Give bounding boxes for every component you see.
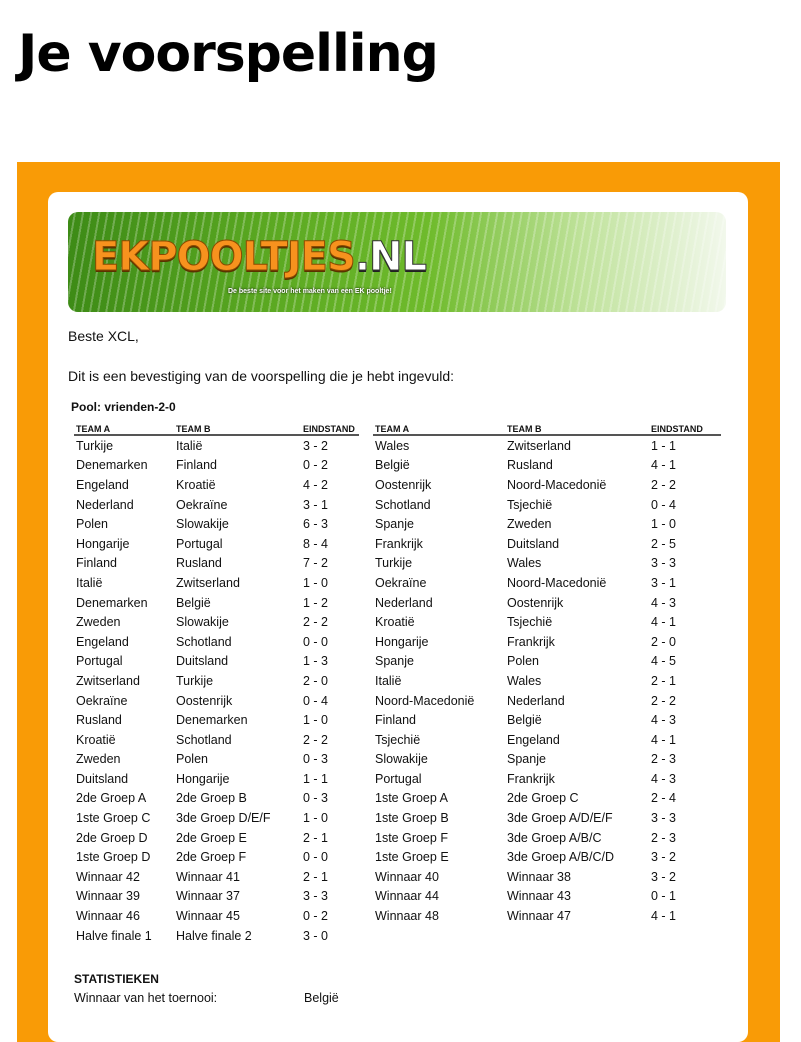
team-a-cell: 2de Groep A: [76, 791, 147, 806]
score-cell: 0 - 3: [303, 752, 329, 767]
team-a-cell: Zwitserland: [76, 673, 140, 688]
score-cell: 3 - 1: [303, 497, 329, 512]
team-b-cell: Frankrijk: [507, 634, 555, 649]
match-row: [373, 514, 721, 534]
team-b-cell: Italië: [176, 438, 203, 453]
match-row: [373, 691, 721, 711]
tournament-winner-label: Winnaar van het toernooi:: [74, 991, 218, 1005]
score-cell: 1 - 0: [651, 517, 677, 532]
match-row: [373, 612, 721, 632]
header-team-b: TEAM B: [505, 418, 649, 435]
match-row: [373, 435, 721, 456]
match-row: [74, 750, 359, 770]
score-cell: 4 - 1: [651, 458, 677, 473]
team-b-cell: Winnaar 47: [507, 909, 571, 924]
score-cell: 4 - 1: [651, 909, 677, 924]
team-b-cell: Engeland: [507, 732, 560, 747]
score-cell: 3 - 3: [651, 556, 677, 571]
match-row: [373, 554, 721, 574]
match-row: [373, 671, 721, 691]
greeting: Beste XCL,: [68, 328, 139, 344]
match-row: [373, 456, 721, 476]
team-b-cell: Turkije: [176, 673, 214, 688]
team-b-cell: Winnaar 37: [176, 889, 240, 904]
team-b-cell: Duitsland: [507, 536, 560, 551]
team-a-cell: Winnaar 42: [76, 869, 140, 884]
team-a-cell: Noord-Macedonië: [375, 693, 475, 708]
banner: [68, 212, 726, 312]
team-b-cell: 2de Groep F: [176, 850, 247, 865]
match-row: [74, 789, 359, 809]
team-a-cell: Winnaar 46: [76, 909, 140, 924]
team-a-cell: Spanje: [375, 654, 414, 669]
match-row: [74, 534, 359, 554]
match-row: [373, 495, 721, 515]
team-b-cell: 2de Groep E: [176, 830, 247, 845]
team-a-cell: Denemarken: [76, 595, 148, 610]
score-cell: 4 - 5: [651, 654, 677, 669]
team-b-cell: 3de Groep D/E/F: [176, 811, 271, 826]
score-cell: 0 - 4: [303, 693, 329, 708]
match-row: [373, 906, 721, 926]
match-row: [373, 534, 721, 554]
team-b-cell: 2de Groep B: [176, 791, 247, 806]
score-cell: 0 - 4: [651, 497, 677, 512]
team-b-cell: België: [176, 595, 211, 610]
header-team-b: TEAM B: [174, 418, 301, 435]
team-b-cell: 3de Groep A/B/C: [507, 830, 602, 845]
team-a-cell: Turkije: [76, 438, 114, 453]
match-row: [74, 652, 359, 672]
team-a-cell: Slowakije: [375, 752, 428, 767]
score-cell: 1 - 0: [303, 713, 329, 728]
team-b-cell: Nederland: [507, 693, 565, 708]
team-b-cell: Wales: [507, 673, 542, 688]
team-a-cell: 1ste Groep B: [375, 811, 449, 826]
team-b-cell: Winnaar 43: [507, 889, 571, 904]
team-a-cell: Winnaar 39: [76, 889, 140, 904]
team-b-cell: Slowakije: [176, 615, 229, 630]
score-cell: 1 - 1: [303, 771, 329, 786]
team-a-cell: Winnaar 48: [375, 909, 439, 924]
team-a-cell: 1ste Groep A: [375, 791, 448, 806]
intro-text: Dit is een bevestiging van de voorspelling die je hebt ingevuld:: [68, 368, 455, 384]
score-cell: 0 - 0: [303, 634, 329, 649]
team-a-cell: Schotland: [375, 497, 431, 512]
score-cell: 0 - 1: [651, 889, 677, 904]
match-row: [373, 847, 721, 867]
team-a-cell: Polen: [76, 517, 108, 532]
score-cell: 2 - 1: [303, 869, 329, 884]
score-cell: 2 - 1: [651, 673, 677, 688]
team-a-cell: Spanje: [375, 517, 414, 532]
match-row: [373, 828, 721, 848]
team-b-cell: Tsjechië: [507, 615, 553, 630]
score-cell: 2 - 2: [303, 732, 329, 747]
page-title: Je voorspelling: [18, 24, 438, 84]
team-b-cell: 3de Groep A/B/C/D: [507, 850, 615, 865]
team-a-cell: Oostenrijk: [375, 477, 432, 492]
score-cell: 2 - 0: [651, 634, 677, 649]
team-a-cell: Halve finale 1: [76, 928, 152, 943]
team-b-cell: Finland: [176, 458, 217, 473]
site-logo: EKPOOLTJES.NL: [92, 234, 426, 280]
match-row: [74, 710, 359, 730]
team-b-cell: België: [507, 713, 542, 728]
match-row: [373, 573, 721, 593]
team-b-cell: Denemarken: [176, 713, 248, 728]
score-cell: 3 - 3: [303, 889, 329, 904]
team-a-cell: Italië: [76, 575, 103, 590]
score-cell: 0 - 3: [303, 791, 329, 806]
team-b-cell: Winnaar 45: [176, 909, 240, 924]
match-row: [74, 730, 359, 750]
match-row: [74, 456, 359, 476]
team-b-cell: Schotland: [176, 634, 232, 649]
team-b-cell: Wales: [507, 556, 542, 571]
team-b-cell: Zwitserland: [176, 575, 240, 590]
match-row: [74, 632, 359, 652]
match-row: [373, 867, 721, 887]
header-score: EINDSTAND: [301, 418, 359, 435]
score-cell: 3 - 1: [651, 575, 677, 590]
team-a-cell: Zweden: [76, 752, 121, 767]
header-team-a: TEAM A: [74, 418, 174, 435]
team-b-cell: 3de Groep A/D/E/F: [507, 811, 613, 826]
team-a-cell: Denemarken: [76, 458, 148, 473]
score-cell: 1 - 1: [651, 438, 677, 453]
team-a-cell: Hongarije: [375, 634, 429, 649]
score-cell: 3 - 2: [303, 438, 329, 453]
match-row: [373, 808, 721, 828]
team-a-cell: Portugal: [76, 654, 123, 669]
team-a-cell: Finland: [375, 713, 416, 728]
score-cell: 2 - 3: [651, 752, 677, 767]
match-row: [74, 867, 359, 887]
header-team-a: TEAM A: [373, 418, 505, 435]
match-row: [373, 750, 721, 770]
score-cell: 1 - 3: [303, 654, 329, 669]
header-score: EINDSTAND: [649, 418, 721, 435]
team-a-cell: Engeland: [76, 634, 129, 649]
match-row: [373, 632, 721, 652]
team-b-cell: Noord-Macedonië: [507, 477, 607, 492]
score-cell: 3 - 3: [651, 811, 677, 826]
match-row: [373, 789, 721, 809]
team-b-cell: Rusland: [507, 458, 553, 473]
score-cell: 2 - 2: [651, 477, 677, 492]
team-a-cell: 1ste Groep E: [375, 850, 449, 865]
banner-tagline: De beste site voor het maken van een EK pooltje!: [228, 288, 392, 295]
team-b-cell: 2de Groep C: [507, 791, 579, 806]
team-b-cell: Spanje: [507, 752, 546, 767]
team-a-cell: Winnaar 44: [375, 889, 439, 904]
team-b-cell: Winnaar 38: [507, 869, 571, 884]
predictions-table-right: [373, 418, 721, 926]
team-a-cell: 1ste Groep D: [76, 850, 151, 865]
stats-title: STATISTIEKEN: [74, 972, 159, 986]
score-cell: 2 - 5: [651, 536, 677, 551]
email-frame: [17, 162, 780, 1042]
score-cell: 6 - 3: [303, 517, 329, 532]
team-a-cell: Portugal: [375, 771, 422, 786]
match-row: [74, 593, 359, 613]
team-a-cell: Finland: [76, 556, 117, 571]
predictions-table-left: [74, 418, 359, 945]
match-row: [74, 554, 359, 574]
team-a-cell: Hongarije: [76, 536, 130, 551]
match-row: [74, 671, 359, 691]
match-row: [74, 514, 359, 534]
team-a-cell: Wales: [375, 438, 410, 453]
team-a-cell: Engeland: [76, 477, 129, 492]
score-cell: 1 - 0: [303, 811, 329, 826]
team-b-cell: Winnaar 41: [176, 869, 240, 884]
team-a-cell: Nederland: [76, 497, 134, 512]
match-row: [74, 691, 359, 711]
team-b-cell: Polen: [507, 654, 539, 669]
score-cell: 7 - 2: [303, 556, 329, 571]
team-a-cell: 1ste Groep C: [76, 811, 151, 826]
team-a-cell: 2de Groep D: [76, 830, 148, 845]
email-card: [48, 192, 748, 1042]
team-a-cell: Oekraïne: [76, 693, 128, 708]
tournament-winner-value: België: [304, 991, 339, 1005]
match-row: [74, 828, 359, 848]
score-cell: 3 - 2: [651, 869, 677, 884]
team-a-cell: Tsjechië: [375, 732, 421, 747]
match-row: [74, 906, 359, 926]
match-row: [373, 593, 721, 613]
match-row: [74, 887, 359, 907]
score-cell: 0 - 2: [303, 458, 329, 473]
score-cell: 4 - 1: [651, 732, 677, 747]
match-row: [74, 612, 359, 632]
match-row: [373, 710, 721, 730]
team-b-cell: Zwitserland: [507, 438, 571, 453]
team-b-cell: Portugal: [176, 536, 223, 551]
team-b-cell: Zweden: [507, 517, 552, 532]
team-b-cell: Oostenrijk: [176, 693, 233, 708]
team-b-cell: Slowakije: [176, 517, 229, 532]
team-a-cell: Oekraïne: [375, 575, 427, 590]
score-cell: 1 - 2: [303, 595, 329, 610]
team-b-cell: Oostenrijk: [507, 595, 564, 610]
match-row: [74, 475, 359, 495]
match-row: [74, 769, 359, 789]
team-b-cell: Duitsland: [176, 654, 229, 669]
team-a-cell: Winnaar 40: [375, 869, 439, 884]
team-a-cell: Nederland: [375, 595, 433, 610]
team-b-cell: Schotland: [176, 732, 232, 747]
score-cell: 2 - 2: [651, 693, 677, 708]
score-cell: 3 - 2: [651, 850, 677, 865]
team-b-cell: Noord-Macedonië: [507, 575, 607, 590]
match-row: [373, 769, 721, 789]
score-cell: 4 - 1: [651, 615, 677, 630]
match-row: [74, 808, 359, 828]
score-cell: 1 - 0: [303, 575, 329, 590]
team-b-cell: Halve finale 2: [176, 928, 252, 943]
pool-label: Pool: vrienden-2-0: [71, 400, 176, 414]
score-cell: 2 - 0: [303, 673, 329, 688]
match-row: [373, 652, 721, 672]
score-cell: 2 - 2: [303, 615, 329, 630]
score-cell: 4 - 3: [651, 713, 677, 728]
match-row: [373, 475, 721, 495]
score-cell: 8 - 4: [303, 536, 329, 551]
team-a-cell: Turkije: [375, 556, 413, 571]
score-cell: 4 - 3: [651, 595, 677, 610]
team-a-cell: 1ste Groep F: [375, 830, 448, 845]
match-row: [74, 926, 359, 946]
team-a-cell: Rusland: [76, 713, 122, 728]
match-row: [373, 730, 721, 750]
score-cell: 2 - 4: [651, 791, 677, 806]
match-row: [74, 847, 359, 867]
team-a-cell: Italië: [375, 673, 402, 688]
match-row: [74, 573, 359, 593]
team-a-cell: België: [375, 458, 410, 473]
score-cell: 3 - 0: [303, 928, 329, 943]
team-b-cell: Tsjechië: [507, 497, 553, 512]
score-cell: 4 - 2: [303, 477, 329, 492]
team-b-cell: Polen: [176, 752, 208, 767]
score-cell: 0 - 2: [303, 909, 329, 924]
team-a-cell: Kroatië: [375, 615, 415, 630]
match-row: [373, 887, 721, 907]
team-a-cell: Duitsland: [76, 771, 129, 786]
match-row: [74, 495, 359, 515]
team-b-cell: Oekraïne: [176, 497, 228, 512]
score-cell: 2 - 1: [303, 830, 329, 845]
team-b-cell: Kroatië: [176, 477, 216, 492]
team-b-cell: Rusland: [176, 556, 222, 571]
match-row: [74, 435, 359, 456]
team-a-cell: Zweden: [76, 615, 121, 630]
team-b-cell: Hongarije: [176, 771, 230, 786]
score-cell: 0 - 0: [303, 850, 329, 865]
team-a-cell: Frankrijk: [375, 536, 423, 551]
team-b-cell: Frankrijk: [507, 771, 555, 786]
team-a-cell: Kroatië: [76, 732, 116, 747]
score-cell: 4 - 3: [651, 771, 677, 786]
score-cell: 2 - 3: [651, 830, 677, 845]
